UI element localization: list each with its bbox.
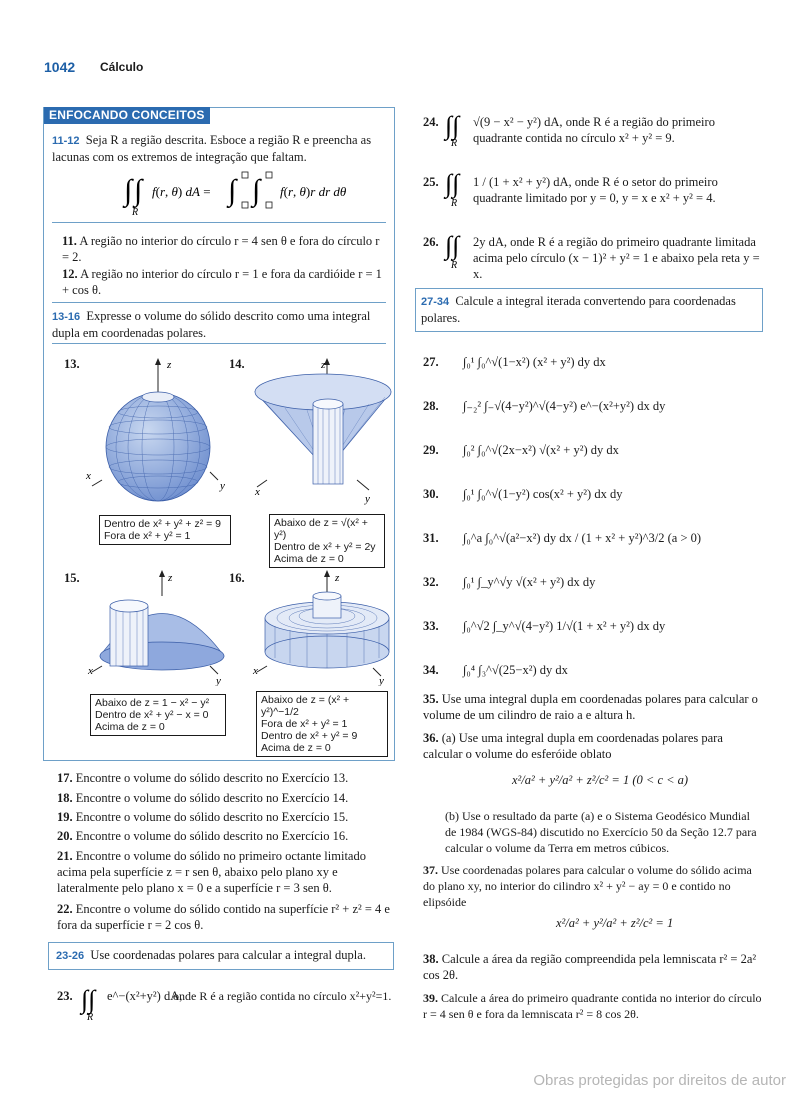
ex-text: Encontre o volume do sólido contido na superfície r² + z² = 4 e fora da superfície r = 2 cos θ. bbox=[57, 902, 390, 932]
fig-15-description-box bbox=[90, 694, 226, 736]
ex-12 bbox=[62, 266, 386, 298]
polar-integral-formula bbox=[120, 168, 370, 220]
ex-35 bbox=[423, 691, 763, 723]
ex-number: 32. bbox=[423, 575, 439, 589]
ex-13-16-text: Expresse o volume do sólido descrito como uma integral dupla em coordenadas polares. bbox=[52, 309, 371, 340]
ex-11-12-text: Seja R a região descrita. Esboce a região R e preencha as lacunas com os extremos de integração que faltam. bbox=[52, 133, 372, 164]
ex-number: 37. bbox=[423, 863, 438, 877]
ex-number: 33. bbox=[423, 619, 439, 633]
box-line: Dentro de x² + y² + z² = 9 bbox=[104, 518, 222, 530]
z-axis-label: z bbox=[168, 572, 173, 584]
double-integral-sign bbox=[443, 228, 473, 272]
ex-34 bbox=[423, 648, 763, 688]
svg-text:∫∫: ∫∫ bbox=[445, 169, 460, 198]
ex-number: 24. bbox=[423, 115, 439, 129]
page-number: 1042 bbox=[44, 59, 76, 75]
ex-text: onde R é a região contida no círculo x²+y²=1. bbox=[173, 989, 392, 1003]
double-integral-sign bbox=[443, 108, 473, 150]
ex-19 bbox=[57, 809, 397, 825]
ex-number: 25. bbox=[423, 175, 439, 189]
ex-iterated-integral: ∫₀¹ ∫₀^√(1−x²) (x² + y²) dy dx bbox=[463, 355, 606, 369]
ex-text: Encontre o volume do sólido descrito no Exercício 15. bbox=[75, 810, 349, 824]
ex-iterated-integral: ∫₀⁴ ∫₃^√(25−x²) dy dx bbox=[463, 663, 568, 677]
box-line: Abaixo de z = (x² + y²)^−1/2 bbox=[261, 694, 350, 718]
ex-text: A região no interior do círculo r = 1 e fora da cardióide r = 1 + cos θ. bbox=[62, 267, 382, 297]
ex-number: 26. bbox=[423, 235, 439, 249]
fig-16-description-box bbox=[256, 691, 388, 757]
divider bbox=[52, 343, 386, 344]
ex-integrand: e^−(x²+y²) dA, bbox=[107, 989, 183, 1003]
box-line: Acima de z = 0 bbox=[95, 721, 165, 733]
ex-22 bbox=[57, 901, 397, 933]
ex-range-label: 13-16 bbox=[52, 311, 81, 323]
box-line: Dentro de x² + y² = 2y bbox=[274, 541, 376, 553]
y-axis-label: y bbox=[365, 493, 370, 505]
ex-number: 21. bbox=[57, 849, 73, 863]
fig-13-description-box bbox=[99, 515, 231, 545]
double-integral-sign bbox=[443, 164, 473, 208]
x-axis-label: x bbox=[88, 665, 93, 677]
part-label: (a) bbox=[441, 731, 456, 745]
fig-16-annulus-diagram bbox=[245, 566, 395, 686]
ex-30 bbox=[423, 472, 763, 512]
ex-range-label: 27-34 bbox=[421, 296, 450, 308]
y-axis-label: y bbox=[379, 675, 384, 686]
divider bbox=[52, 302, 386, 303]
ex-iterated-integral: ∫₀¹ ∫_y^√y √(x² + y²) dx dy bbox=[463, 575, 596, 589]
fig-14-cone-cylinder-diagram bbox=[245, 352, 395, 512]
box-line: Dentro de x² + y² = 9 bbox=[261, 730, 358, 742]
ex-11 bbox=[62, 233, 386, 265]
x-axis-label: x bbox=[255, 486, 260, 498]
ex-integrand: 2y dA, bbox=[473, 235, 508, 249]
ex-18 bbox=[57, 790, 397, 806]
ex-text: Encontre o volume do sólido descrito no Exercício 14. bbox=[75, 791, 349, 805]
ex-37 bbox=[423, 862, 763, 910]
ex-text: Calcule a área do primeiro quadrante contida no interior do círculo r = 4 sen θ e fora da lemniscata r² = 8 cos 2θ. bbox=[423, 991, 762, 1021]
z-axis-label: z bbox=[321, 359, 326, 371]
ex-32 bbox=[423, 560, 763, 600]
ex-27 bbox=[423, 340, 763, 380]
ex-17 bbox=[57, 770, 397, 786]
ex-number: 20. bbox=[57, 829, 73, 843]
ex-25-body bbox=[473, 174, 763, 206]
svg-text:R: R bbox=[451, 198, 458, 208]
ex-24 bbox=[423, 108, 763, 156]
ex-number: 39. bbox=[423, 991, 438, 1005]
ex-31 bbox=[423, 516, 763, 556]
svg-text:f(r, θ)r dr dθ: f(r, θ)r dr dθ bbox=[280, 184, 347, 199]
box-line: Fora de x² + y² = 1 bbox=[261, 718, 348, 730]
ex-23 bbox=[57, 982, 397, 1022]
ex-number: 36. bbox=[423, 731, 439, 745]
ex-text: Encontre o volume do sólido descrito no Exercício 13. bbox=[75, 771, 349, 785]
svg-text:R: R bbox=[132, 207, 139, 218]
ex-text: Encontre o volume do sólido no primeiro octante limitado acima pela superfície z = r sen θ, abaixo pelo plano xy e lateralmente pelo plano x = 0 e a superfície r = 3 sen θ. bbox=[57, 849, 366, 895]
ex-iterated-integral: ∫₀¹ ∫₀^√(1−y²) cos(x² + y²) dx dy bbox=[463, 487, 623, 501]
ex-36-formula: x²/a² + y²/a² + z²/c² = 1 (0 < c < a) bbox=[512, 773, 689, 787]
ex-number: 28. bbox=[423, 399, 439, 413]
ex-20 bbox=[57, 828, 397, 844]
y-axis-label: y bbox=[220, 480, 225, 492]
part-label: (b) bbox=[445, 809, 459, 823]
ex-iterated-integral: ∫₀² ∫₀^√(2x−x²) √(x² + y²) dy dx bbox=[463, 443, 619, 457]
ex-number: 23. bbox=[57, 989, 73, 1003]
ex-text: Use uma integral dupla em coordenadas polares para calcular o volume do esferóide oblato bbox=[423, 731, 723, 761]
ex-text: Use o resultado da parte (a) e o Sistema Geodésico Mundial de 1984 (WGS-84) discutido no Exercício 50 da Seção 12.7 para calcular o volume da Terra em metros cúbicos. bbox=[445, 809, 757, 855]
focus-concepts-tag: ENFOCANDO CONCEITOS bbox=[44, 107, 210, 124]
box-line: Abaixo de z = √(x² + y²) bbox=[274, 517, 368, 541]
ex-28 bbox=[423, 384, 763, 424]
ex-13-16-intro bbox=[52, 308, 386, 341]
ex-iterated-integral: ∫₋₂² ∫₋√(4−y²)^√(4−y²) e^−(x²+y²) dx dy bbox=[463, 399, 666, 413]
ex-number: 11. bbox=[62, 234, 77, 248]
ex-text: Calcule a área da região compreendida pela lemniscata r² = 2a² cos 2θ. bbox=[423, 952, 757, 982]
fig-16-number: 16. bbox=[229, 571, 245, 585]
ex-21 bbox=[57, 848, 397, 896]
ex-number: 34. bbox=[423, 663, 439, 677]
ex-number: 35. bbox=[423, 692, 439, 706]
ex-27-34-intro bbox=[421, 293, 755, 326]
divider bbox=[52, 222, 386, 223]
box-line: Acima de z = 0 bbox=[274, 553, 344, 565]
box-line: Fora de x² + y² = 1 bbox=[104, 530, 191, 542]
ex-text: Use uma integral dupla em coordenadas polares para calcular o volume de um cilindro de raio a e altura h. bbox=[423, 692, 758, 722]
ex-24-body bbox=[473, 114, 763, 146]
svg-text:∫: ∫ bbox=[252, 174, 261, 207]
ex-text: A região no interior do círculo r = 4 sen θ e fora do círculo r = 2. bbox=[62, 234, 380, 264]
y-axis-label: y bbox=[216, 675, 221, 686]
ex-23-26-text: Use coordenadas polares para calcular a integral dupla. bbox=[90, 948, 366, 962]
x-axis-label: x bbox=[253, 665, 258, 677]
ex-integrand: 1 / (1 + x² + y²) dA, bbox=[473, 175, 572, 189]
ex-text: onde R é a região do primeiro quadrante limitada acima pelo círculo (x − 1)² + y² = 1 e abaixo pela reta y = x. bbox=[473, 235, 760, 281]
fig-15-paraboloid-diagram bbox=[80, 566, 230, 686]
fig-15-number: 15. bbox=[64, 571, 80, 585]
ex-26-body bbox=[473, 234, 763, 282]
ex-number: 18. bbox=[57, 791, 73, 805]
svg-text:∫∫: ∫∫ bbox=[81, 985, 96, 1014]
ex-33 bbox=[423, 604, 763, 644]
ex-range-label: 11-12 bbox=[52, 135, 80, 147]
box-line: Acima de z = 0 bbox=[261, 742, 331, 754]
svg-text:R: R bbox=[451, 138, 458, 149]
z-axis-label: z bbox=[335, 572, 340, 584]
ex-iterated-integral: ∫₀^a ∫₀^√(a²−x²) dy dx / (1 + x² + y²)^3/2 (a > 0) bbox=[463, 531, 702, 545]
svg-text:∫∫: ∫∫ bbox=[445, 111, 460, 140]
ex-38 bbox=[423, 951, 763, 983]
ex-text: onde R é a região do primeiro quadrante contida no círculo x² + y² = 9. bbox=[473, 115, 715, 145]
ex-integrand: √(9 − x² − y²) dA, bbox=[473, 115, 563, 129]
ex-number: 17. bbox=[57, 771, 73, 785]
ex-text: Use coordenadas polares para calcular o volume do sólido acima do plano xy, no interior do cilindro x² + y² − ay = 0 e contido no elipsóide bbox=[423, 863, 752, 909]
box-line: Abaixo de z = 1 − x² − y² bbox=[95, 697, 210, 709]
ex-number: 31. bbox=[423, 531, 439, 545]
z-axis-label: z bbox=[167, 359, 172, 371]
svg-text:R: R bbox=[87, 1012, 94, 1022]
box-line: Dentro de x² + y² − x = 0 bbox=[95, 709, 209, 721]
svg-text:∫: ∫ bbox=[228, 174, 237, 207]
ex-23-26-intro bbox=[56, 947, 390, 964]
ex-26 bbox=[423, 228, 763, 280]
book-title: Cálculo bbox=[100, 60, 144, 74]
ex-number: 12. bbox=[62, 267, 78, 281]
svg-text:∫: ∫ bbox=[134, 174, 143, 207]
ex-number: 22. bbox=[57, 902, 73, 916]
ex-number: 29. bbox=[423, 443, 439, 457]
svg-text:∫∫: ∫∫ bbox=[445, 231, 460, 260]
ex-11-12-intro bbox=[52, 132, 386, 165]
x-axis-label: x bbox=[86, 470, 91, 482]
ex-25 bbox=[423, 164, 763, 220]
ex-36-b bbox=[445, 808, 763, 856]
svg-text:f(r, θ) dA =: f(r, θ) dA = bbox=[152, 184, 211, 199]
ex-29 bbox=[423, 428, 763, 468]
ex-range-label: 23-26 bbox=[56, 950, 85, 962]
ex-text: onde R é o setor do primeiro quadrante limitado por y = 0, y = x e x² + y² = 4. bbox=[473, 175, 718, 205]
fig-14-description-box bbox=[269, 514, 385, 568]
svg-text:R: R bbox=[451, 260, 458, 271]
ex-39 bbox=[423, 990, 763, 1022]
ex-number: 19. bbox=[57, 810, 73, 824]
ex-number: 38. bbox=[423, 952, 439, 966]
svg-text:∫: ∫ bbox=[124, 174, 133, 207]
ex-36 bbox=[423, 730, 763, 762]
fig-13-number: 13. bbox=[64, 357, 80, 371]
ex-text: Encontre o volume do sólido descrito no Exercício 16. bbox=[75, 829, 349, 843]
ex-27-34-text: Calcule a integral iterada convertendo para coordenadas polares. bbox=[421, 294, 736, 325]
fig-13-sphere-diagram bbox=[80, 352, 230, 512]
fig-14-number: 14. bbox=[229, 357, 245, 371]
copyright-watermark: Obras protegidas por direitos de autor bbox=[533, 1072, 786, 1089]
ex-number: 27. bbox=[423, 355, 439, 369]
ex-iterated-integral: ∫₀^√2 ∫_y^√(4−y²) 1/√(1 + x² + y²) dx dy bbox=[463, 619, 666, 633]
ex-number: 30. bbox=[423, 487, 439, 501]
ex-37-formula: x²/a² + y²/a² + z²/c² = 1 bbox=[556, 916, 674, 930]
